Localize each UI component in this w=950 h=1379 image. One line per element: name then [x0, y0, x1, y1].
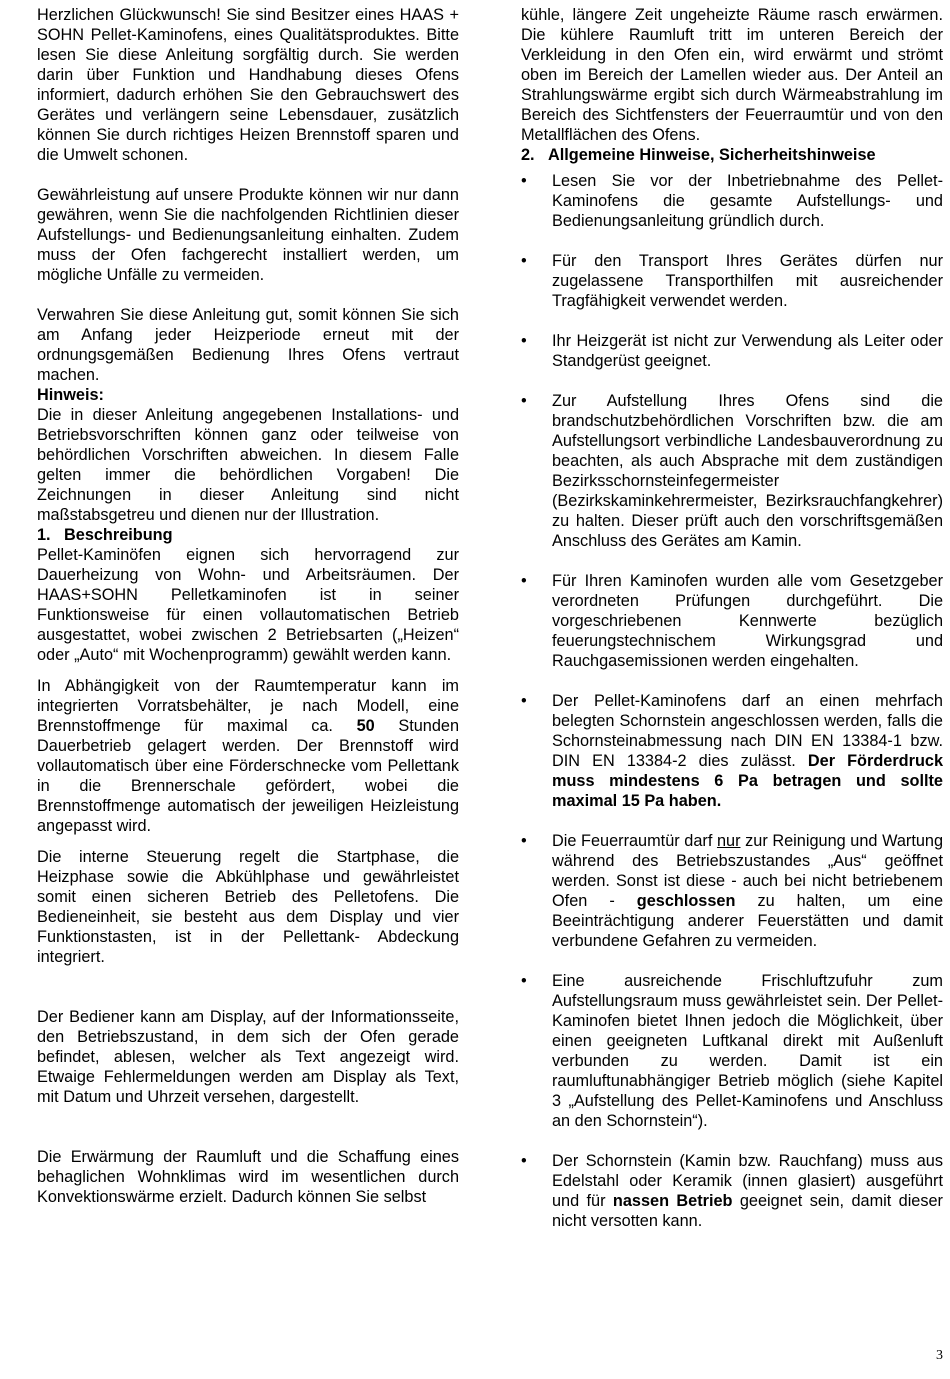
- list-item: [521, 1151, 943, 1231]
- left-column: [37, 5, 459, 1207]
- section-1-title: Beschreibung: [64, 526, 173, 544]
- bullet-icon: •: [521, 572, 527, 590]
- bullet-icon: •: [521, 252, 527, 270]
- list-item: [521, 971, 943, 1131]
- description-paragraph-4: Der Bediener kann am Display, auf der Informationsseite, den Betriebszustand, in dem sich der Ofen gerade befindet, ablesen, welcher als Text angezeigt wird. Etwaige Fehlermeldungen werden am Display als Text, mit Datum und Uhrzeit versehen, dargestellt.: [37, 1008, 459, 1106]
- note-paragraph: Die in dieser Anleitung angegebenen Installations- und Betriebsvorschriften können ganz oder teilweise von behördlichen Vorschriften abweichen. In diesem Falle gelten immer die behördlichen Vorgaben! Die Zeichnungen in dieser Anleitung sind nicht maßstabsgetreu und dienen nur der Illustration.: [37, 406, 459, 524]
- intro-paragraph: Herzlichen Glückwunsch! Sie sind Besitzer eines HAAS + SOHN Pellet-Kaminofens, eines Qualitätsproduktes. Bitte lesen Sie diese Anleitung sorgfältig durch. Sie werden darin über Funktion und Handhabung dieses Ofens informiert, dadurch erhöhen Sie den Gebrauchswert des Gerätes und verlängern seine Lebensdauer, zusätzlich können Sie durch richtiges Heizen Brennstoff sparen und die Umwelt schonen.: [37, 6, 459, 164]
- list-item: [521, 331, 943, 371]
- description-paragraph-2: [37, 676, 459, 836]
- safety-list: [521, 171, 943, 1231]
- list-item: [521, 171, 943, 231]
- bullet-icon: •: [521, 692, 527, 710]
- list-item: [521, 691, 943, 811]
- bullet-icon: •: [521, 332, 527, 350]
- list-item-text: zu halten, um eine Beeinträchtigung anderer Feuerstätten und damit verbundene Gefahren zu vermeiden.: [552, 892, 943, 950]
- section-1-heading: [37, 525, 459, 545]
- bullet-icon: •: [521, 972, 527, 990]
- description-paragraph-1: Pellet-Kaminöfen eignen sich hervorragend zur Dauerheizung von Wohn- und Arbeitsräumen. Der HAAS+SOHN Pelletkaminofen ist in seiner Funktionsweise für einen vollautomatischen Betrieb ausgestattet, wobei zwischen 2 Betriebsarten („Heizen“ oder „Auto“ mit Wochenprogramm) gewählt werden kann.: [37, 546, 459, 664]
- list-item-text: Die Feuerraumtür darf: [552, 832, 717, 850]
- section-1-number: 1.: [37, 526, 51, 544]
- desc-p2-text-a: In Abhängigkeit von der Raumtemperatur kann im integrierten Vorratsbehälter, je nach Modell, eine Brennstoffmenge für maximal ca.: [37, 677, 459, 735]
- bullet-icon: •: [521, 392, 527, 410]
- bold-word: nassen Betrieb: [612, 1192, 733, 1210]
- list-item-text: Zur Aufstellung Ihres Ofens sind die brandschutzbehördlichen Vorschriften bzw. die am Aufstellungsort verbindliche Landesbauverordnung zu beachten, als auch Absprache mit dem zuständigen Bezirksschornsteinfegermeister (Bezirkskaminkehrermeister, Bezirksrauchfangkehrer) zu halten. Dieser prüft auch den vorschriftsgemäßen Anschluss des Gerätes am Kamin.: [552, 392, 943, 550]
- note-title: Hinweis:: [37, 386, 104, 404]
- underlined-word: nur: [716, 832, 741, 850]
- bullet-icon: •: [521, 172, 527, 190]
- list-item-text: Lesen Sie vor der Inbetriebnahme des Pellet-Kaminofens die gesamte Aufstellungs- und Bedienungsanleitung gründlich durch.: [552, 172, 943, 230]
- list-item-text: Eine ausreichende Frischluftzufuhr zum Aufstellungsraum muss gewährleistet sein. Der Pellet-Kaminofen bietet Ihnen jedoch die Möglichkeit, über einen geeigneten Luftkanal direkt mit Außenluft verbunden zu werden. Damit ist ein raumluftunabhängiger Betrieb möglich (siehe Kapitel 3 „Aufstellung des Pellet-Kaminofens und Anschluss an den Schornstein“).: [552, 972, 943, 1130]
- list-item-text: Für den Transport Ihres Gerätes dürfen nur zugelassene Transporthilfen mit ausreichender Tragfähigkeit verwendet werden.: [552, 252, 943, 310]
- list-item-text: Der Schornstein (Kamin bzw. Rauchfang) muss aus Edelstahl oder Keramik (innen glasiert) ausgeführt und für: [552, 1152, 943, 1210]
- bullet-icon: •: [521, 832, 527, 850]
- list-item-text: Der Pellet-Kaminofens darf an einen mehrfach belegten Schornstein angeschlossen werden, falls die Schornsteinabmessung nach DIN EN 13384-1 bzw. DIN EN 13384-2 dies zulässt.: [552, 692, 943, 770]
- list-item-text: zur Reinigung und Wartung während des Betriebszustandes „Aus“ geöffnet werden. Sonst ist diese - auch bei nicht betriebenem Ofen -: [552, 832, 944, 910]
- list-item: [521, 831, 943, 951]
- list-item: [521, 391, 943, 551]
- list-item: [521, 571, 943, 671]
- keep-manual-paragraph: Verwahren Sie diese Anleitung gut, somit können Sie sich am Anfang jeder Heizperiode erneut mit der ordnungsgemäßen Bedienung Ihres Ofens vertraut machen.: [37, 306, 459, 384]
- continuation-paragraph: kühle, längere Zeit ungeheizte Räume rasch erwärmen. Die kühlere Raumluft tritt im unteren Bereich der Verkleidung in den Ofen ein, wird erwärmt und strömt oben im Bereich der Lamellen wieder aus. Der Anteil an Strahlungswärme ergibt sich durch Wärmeabstrahlung im Bereich des Sichtfensters der Feuerraumtür und von den Metallflächen des Ofens.: [521, 6, 943, 144]
- list-item-text: Für Ihren Kaminofen wurden alle vom Gesetzgeber verordneten Prüfungen durchgeführt. Die vorgeschriebenen Kennwerte bezüglich feuerungstechnischem Wirkungsgrad und Rauchgasemissionen werden eingehalten.: [552, 572, 943, 670]
- bold-word: geschlossen: [636, 892, 736, 910]
- warranty-paragraph: Gewährleistung auf unsere Produkte können wir nur dann gewähren, wenn Sie die nachfolgenden Richtlinien dieser Aufstellungs- und Bedienungsanleitung einhalten. Zudem muss der Ofen fachgerecht installiert werden, um mögliche Unfälle zu vermeiden.: [37, 186, 459, 284]
- section-2-heading: [521, 145, 943, 165]
- right-column: [521, 5, 943, 1231]
- desc-p2-hours: 50: [356, 717, 375, 735]
- description-paragraph-5: Die Erwärmung der Raumluft und die Schaffung eines behaglichen Wohnklimas wird im wesentlichen durch Konvektionswärme erzielt. Dadurch können Sie selbst: [37, 1148, 459, 1206]
- description-paragraph-3: Die interne Steuerung regelt die Startphase, die Heizphase sowie die Abkühlphase und gewährleistet somit einen sicheren Betrieb des Pelletofens. Die Bedieneinheit, sie besteht aus dem Display und vier Funktionstasten, ist in der Pellettank- Abdeckung integriert.: [37, 848, 459, 966]
- list-item: [521, 251, 943, 311]
- section-2-number: 2.: [521, 146, 535, 164]
- list-item-text: geeignet sein, damit dieser nicht versotten kann.: [552, 1192, 943, 1230]
- section-2-title: Allgemeine Hinweise, Sicherheitshinweise: [548, 146, 876, 164]
- draft-pressure-note: Der Förderdruck muss mindestens 6 Pa betragen und sollte maximal 15 Pa haben.: [552, 752, 944, 810]
- bullet-icon: •: [521, 1152, 527, 1170]
- list-item-text: Ihr Heizgerät ist nicht zur Verwendung als Leiter oder Standgerüst geeignet.: [552, 332, 943, 370]
- page-number: 3: [936, 1348, 943, 1363]
- desc-p2-text-c: Stunden Dauerbetrieb gelagert werden. Der Brennstoff wird vollautomatisch über eine Förderschnecke vom Pellettank in die Brennerschale gefördert, wobei die Brennstoffmenge automatisch der jeweiligen Heizleistung angepasst wird.: [37, 717, 459, 835]
